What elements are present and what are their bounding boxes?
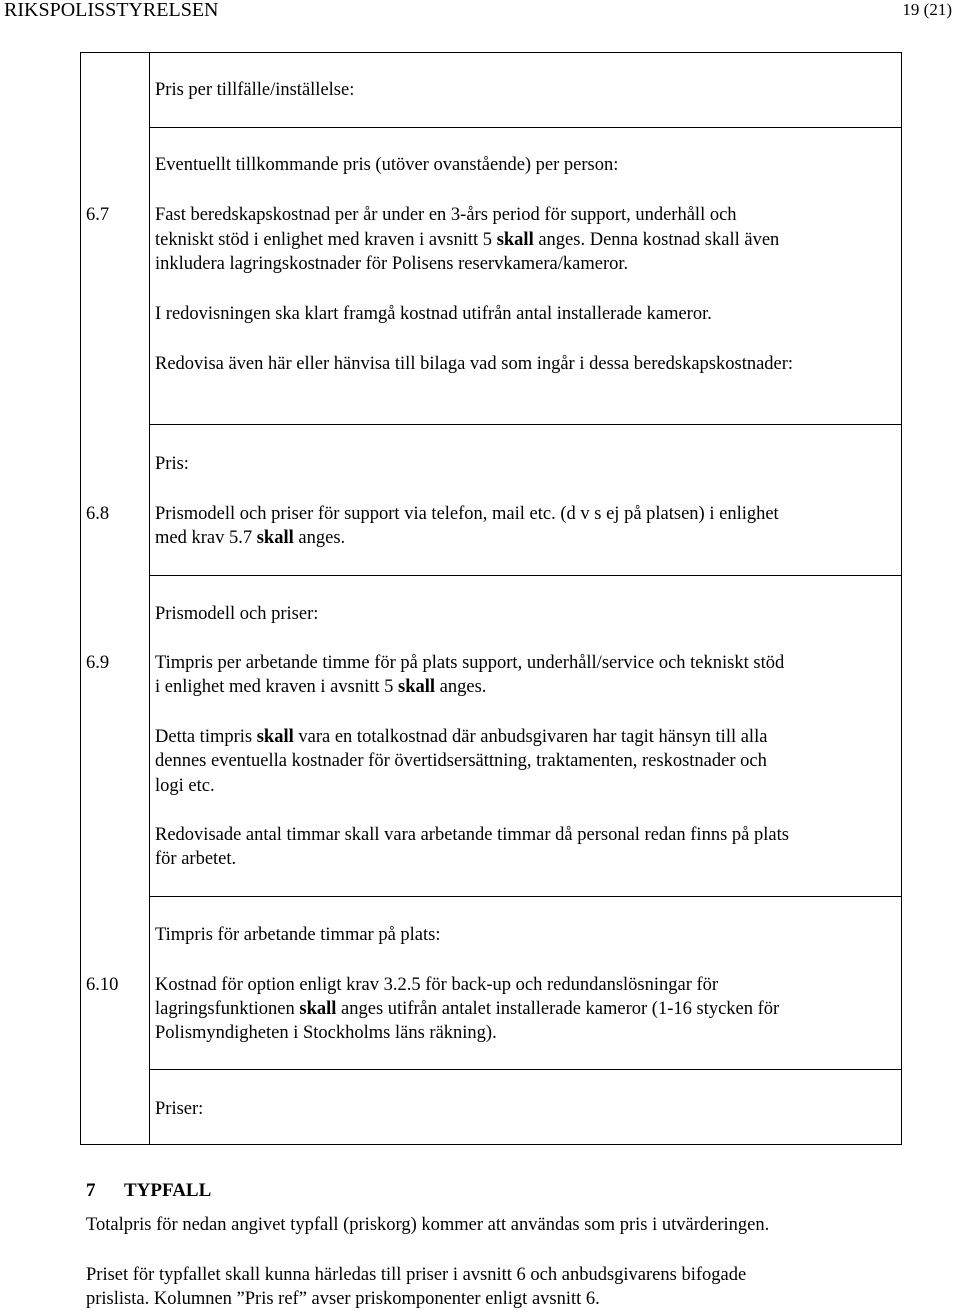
organization-header: RIKSPOLISSTYRELSEN [4,0,219,21]
row-number: 6.9 [86,653,110,673]
row-number: 6.7 [86,205,110,225]
row-6-9-text: logi etc. [155,776,215,796]
row-6-7-text: Fast beredskapskostnad per år under en 3-års period för support, underhåll och [155,205,737,225]
section-heading: 7 TYPFALL [86,1180,212,1201]
cell-divider [149,1069,902,1070]
price-per-occasion-label: Pris per tillfälle/inställelse: [155,80,355,100]
cell-divider [149,896,902,897]
pricing-table [80,52,902,1145]
page-number: 19 (21) [902,0,952,19]
section-7-paragraph: Priset för typfallet skall kunna härledas till priser i avsnitt 6 och anbudsgivarens bifogade [86,1265,747,1285]
row-6-7-text: inkludera lagringskostnader för Polisens reservkamera/kameror. [155,254,629,274]
column-divider [149,52,150,1145]
row-6-7-text: tekniskt stöd i enlighet med kraven i avsnitt 5 skall anges. Denna kostnad skall även [155,230,780,250]
section-7-paragraph: prislista. Kolumnen ”Pris ref” avser priskomponenter enligt avsnitt 6. [86,1289,600,1309]
prices-label: Priser: [155,1099,204,1119]
price-label: Pris: [155,454,189,474]
cell-divider [149,424,902,425]
row-6-10-text: Polismyndigheten i Stockholms läns räkning). [155,1023,497,1043]
row-6-9-text: Redovisade antal timmar skall vara arbetande timmar då personal redan finns på plats [155,825,789,845]
row-6-10-text: Kostnad för option enligt krav 3.2.5 för back-up och redundanslösningar för [155,975,719,995]
row-6-10-text: lagringsfunktionen skall anges utifrån antalet installerade kameror (1-16 stycken för [155,999,780,1019]
row-6-7-text: Redovisa även här eller hänvisa till bilaga vad som ingår i dessa beredskapskostnader: [155,354,794,374]
row-number: 6.8 [86,504,110,524]
row-6-9-text: Detta timpris skall vara en totalkostnad där anbudsgivaren har tagit hänsyn till alla [155,727,768,747]
row-6-9-text: i enlighet med kraven i avsnitt 5 skall anges. [155,677,487,697]
row-6-7-text: I redovisningen ska klart framgå kostnad utifrån antal installerade kameror. [155,304,712,324]
cell-divider [149,127,902,128]
row-6-9-text: för arbetet. [155,849,237,869]
row-number: 6.10 [86,975,119,995]
row-6-8-text: Prismodell och priser för support via telefon, mail etc. (d v s ej på platsen) i enlighet [155,504,779,524]
row-6-9-text: dennes eventuella kostnader för övertidsersättning, traktamenten, reskostnader och [155,751,767,771]
price-model-label: Prismodell och priser: [155,604,319,624]
additional-price-label: Eventuellt tillkommande pris (utöver ovanstående) per person: [155,155,619,175]
section-7-paragraph: Totalpris för nedan angivet typfall (priskorg) kommer att användas som pris i utvärderingen. [86,1215,770,1235]
hourly-price-label: Timpris för arbetande timmar på plats: [155,925,441,945]
row-6-9-text: Timpris per arbetande timme för på plats support, underhåll/service och tekniskt stöd [155,653,785,673]
cell-divider [149,575,902,576]
row-6-8-text: med krav 5.7 skall anges. [155,528,346,548]
